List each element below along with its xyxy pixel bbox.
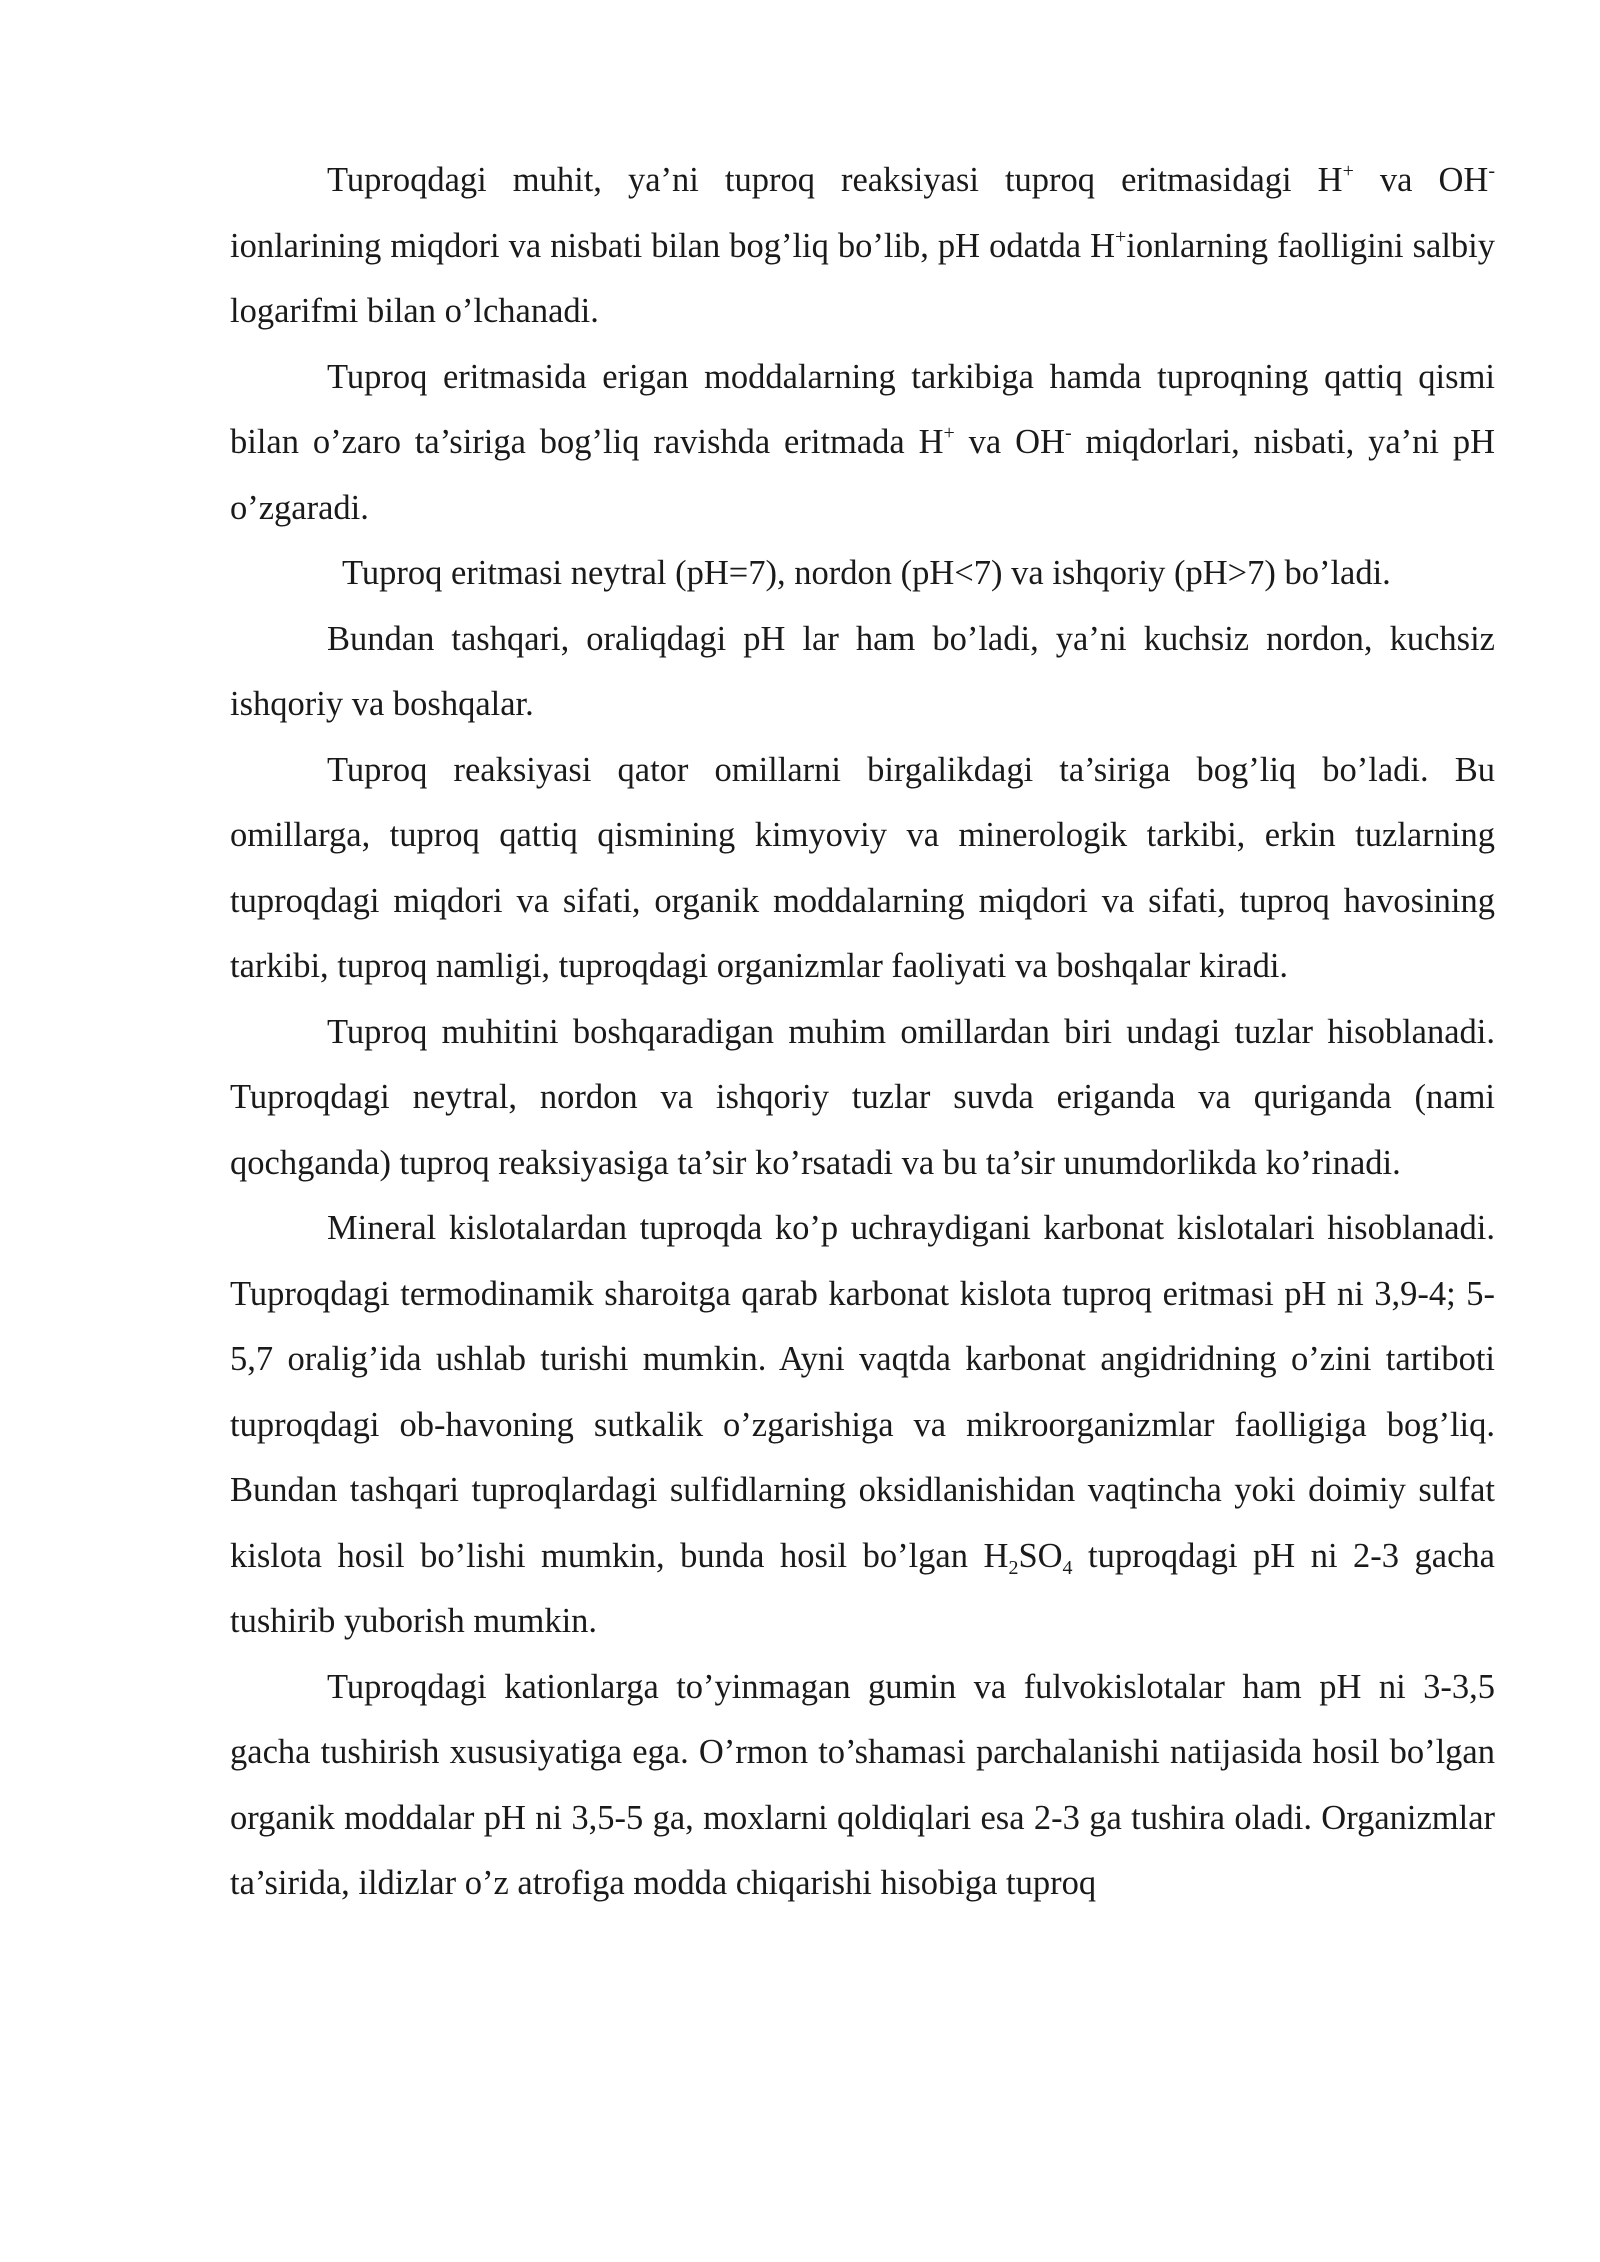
subscript-2: 2: [1008, 1556, 1019, 1579]
superscript-plus: +: [1115, 225, 1127, 248]
paragraph-6: Tuproq muhitini boshqaradigan muhim omillardan biri undagi tuzlar hisoblanadi. Tuproqdagi neytral, nordon va ishqoriy tuzlar suvda eriganda va quriganda (nami qochganda) tuproq reaksiyasiga ta’sir ko’rsatadi va bu ta’sir unumdorlikda ko’rinadi.: [230, 1012, 1495, 1182]
paragraph-4: Bundan tashqari, oraliqdagi pH lar ham bo’ladi, ya’ni kuchsiz nordon, kuchsiz ishqoriy va boshqalar.: [230, 619, 1495, 723]
paragraph-2-text-c: miqdorlari, nisbati, ya’ni pH o’zgaradi.: [230, 423, 1495, 527]
document-page: [230, 148, 1495, 1917]
paragraph-7: [230, 1196, 1495, 1655]
paragraph-1: [230, 148, 1495, 345]
paragraph-7-text-b: SO: [1018, 1536, 1063, 1575]
paragraph-2: [230, 345, 1495, 542]
paragraph-2-text-b: va OH: [954, 423, 1065, 461]
superscript-plus: +: [1342, 160, 1354, 182]
paragraph-5: Tuproq reaksiyasi qator omillarni birgalikdagi ta’siriga bog’liq bo’ladi. Bu omillarga, tuproq qattiq qismining kimyoviy va minerologik tarkibi, erkin tuzlarning tuproqdagi miqdori va sifati, organik moddalarning miqdori va sifati, tuproq havosining tarkibi, tuproq namligi, tuproqdagi organizmlar faoliyati va boshqalar kiradi.: [230, 750, 1495, 985]
paragraph-1-text-a: Tuproqdagi muhit, ya’ni tuproq reaksiyasi tuproq eritmasidagi H: [327, 161, 1343, 199]
subscript-4: 4: [1062, 1556, 1073, 1579]
paragraph-2-text-a: Tuproq eritmasida erigan moddalarning tarkibiga hamda tuproqning qattiq qismi bilan o’zaro ta’siriga bog’liq ravishda eritmada H: [230, 357, 1495, 461]
paragraph-7-text-c: tuproqdagi pH ni 2-3 gacha tushirib yuborish mumkin.: [230, 1536, 1495, 1640]
superscript-minus: -: [1064, 422, 1072, 444]
paragraph-7-text-a: Mineral kislotalardan tuproqda ko’p uchraydigani karbonat kislotalari hisoblanadi. Tuproqdagi termodinamik sharoitga qarab karbonat kislota tuproq eritmasi pH ni 3,9-4; 5-5,7 oralig’ida ushlab turishi mumkin. Ayni vaqtda karbonat angidridning o’zini tartiboti tuproqdagi ob-havoning sutkalik o’zgarishiga va mikroorganizmlar faolligiga bog’liq. Bundan tashqari tuproqlardagi sulfidlarning oksidlanishidan vaqtincha yoki doimiy sulfat kislota hosil bo’lishi mumkin, bunda hosil bo’lgan H: [230, 1209, 1495, 1575]
superscript-plus: +: [943, 422, 955, 444]
paragraph-1-text-b: va OH: [1353, 161, 1489, 199]
paragraph-1-text-d: ionlarning faolligini salbiy logarifmi bilan o’lchanadi.: [230, 226, 1495, 330]
paragraph-8: Tuproqdagi kationlarga to’yinmagan gumin va fulvokislotalar ham pH ni 3-3,5 gacha tushirish xususiyatiga ega. O’rmon to’shamasi parchalanishi natijasida hosil bo’lgan organik moddalar pH ni 3,5-5 ga, moxlarni qoldiqlari esa 2-3 ga tushira oladi. Organizmlar ta’sirida, ildizlar o’z atrofiga modda chiqarishi hisobiga tuproq: [230, 1667, 1495, 1902]
paragraph-3: Tuproq eritmasi neytral (pH=7), nordon (pH<7) va ishqoriy (pH>7) bo’ladi.: [342, 554, 1391, 592]
paragraph-1-text-c: ionlarining miqdori va nisbati bilan bog’liq bo’lib, pH odatda H: [230, 226, 1115, 265]
superscript-minus: -: [1488, 160, 1495, 182]
